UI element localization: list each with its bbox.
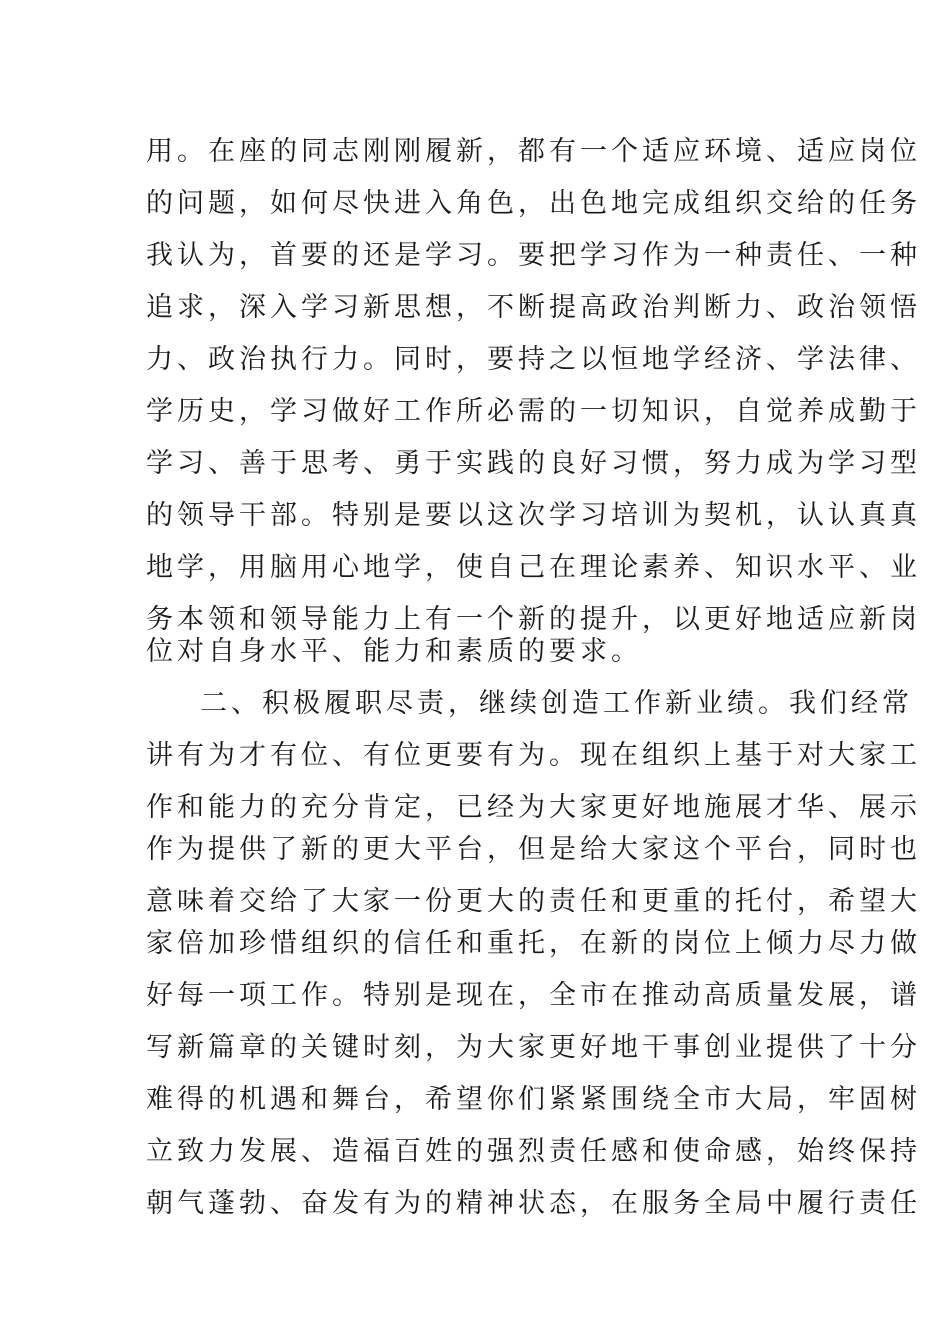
text-line: 意味着交给了大家一份更大的责任和更重的托付，希望大 <box>146 886 921 917</box>
text-line: 好每一项工作。特别是现在，全市在推动高质量发展，谱 <box>146 980 921 1011</box>
paragraph-start-line: 二、积极履职尽责，继续创造工作新业绩。我们经常 <box>200 688 913 719</box>
text-line: 用。在座的同志刚刚履新，都有一个适应环境、适应岗位 <box>146 136 921 167</box>
text-line: 家倍加珍惜组织的信任和重托，在新的岗位上倾力尽力做 <box>146 928 921 959</box>
text-line: 我认为，首要的还是学习。要把学习作为一种责任、一种 <box>146 240 921 271</box>
text-line: 作为提供了新的更大平台，但是给大家这个平台，同时也 <box>146 834 921 865</box>
text-line: 的领导干部。特别是要以这次学习培训为契机，认认真真 <box>146 500 921 531</box>
text-line: 位对自身水平、能力和素质的要求。 <box>146 636 642 667</box>
text-line: 学习、善于思考、勇于实践的良好习惯，努力成为学习型 <box>146 448 921 479</box>
text-line: 讲有为才有位、有位更要有为。现在组织上基于对大家工 <box>146 740 921 771</box>
text-line: 地学，用脑用心地学，使自己在理论素养、知识水平、业 <box>146 552 921 583</box>
text-line: 追求，深入学习新思想，不断提高政治判断力、政治领悟 <box>146 292 921 323</box>
text-line: 立致力发展、造福百姓的强烈责任感和使命感，始终保持 <box>146 1136 921 1167</box>
text-line: 学历史，学习做好工作所必需的一切知识，自觉养成勤于 <box>146 396 921 427</box>
text-line: 写新篇章的关键时刻，为大家更好地干事创业提供了十分 <box>146 1032 921 1063</box>
text-line: 作和能力的充分肯定，已经为大家更好地施展才华、展示 <box>146 792 921 823</box>
text-line: 力、政治执行力。同时，要持之以恒地学经济、学法律、 <box>146 344 921 375</box>
text-line: 务本领和领导能力上有一个新的提升，以更好地适应新岗 <box>146 604 921 635</box>
text-line: 的问题，如何尽快进入角色，出色地完成组织交给的任务 <box>146 188 921 219</box>
text-line: 难得的机遇和舞台，希望你们紧紧围绕全市大局，牢固树 <box>146 1084 921 1115</box>
text-line: 朝气蓬勃、奋发有为的精神状态，在服务全局中履行责任 <box>146 1188 921 1219</box>
